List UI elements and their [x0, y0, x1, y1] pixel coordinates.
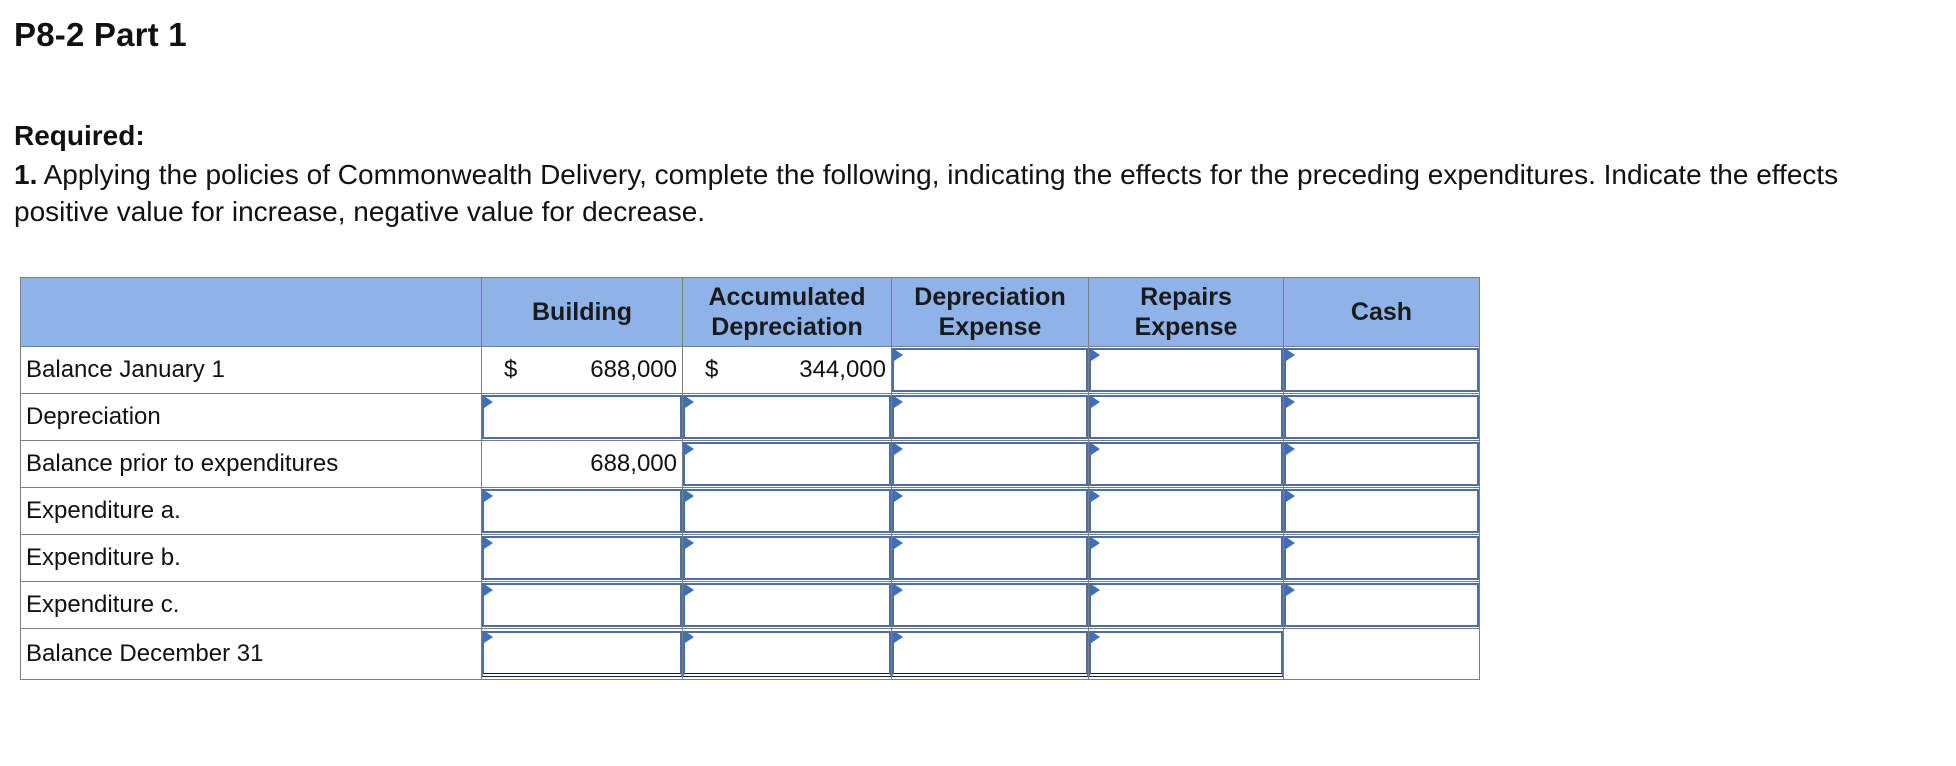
balance-jan1-dep-expense-input[interactable] — [892, 348, 1088, 392]
row-label: Expenditure c. — [21, 582, 482, 629]
instructions — [14, 156, 1914, 230]
expenditure-b-dep-expense-input[interactable] — [892, 536, 1088, 580]
balance-dec31-building-input[interactable] — [482, 631, 682, 677]
header-depreciation-expense — [892, 278, 1089, 347]
balance-dec31-accum-input[interactable] — [683, 631, 891, 677]
row-label: Expenditure b. — [21, 535, 482, 582]
header-repairs-line1: Repairs — [1140, 283, 1232, 311]
row-depreciation — [21, 394, 1480, 441]
expenditure-a-repairs-input[interactable] — [1089, 489, 1283, 533]
balance-jan1-repairs-input[interactable] — [1089, 348, 1283, 392]
row-expenditure-b — [21, 535, 1480, 582]
row-label: Depreciation — [21, 394, 482, 441]
instruction-text: Applying the policies of Commonwealth Delivery, complete the following, indicating the effects for the preceding expenditures. Indicate the effects positive value for increase, negative value for decrease. — [14, 159, 1839, 227]
row-expenditure-c — [21, 582, 1480, 629]
currency-symbol: $ — [504, 356, 518, 383]
expenditure-b-repairs-input[interactable] — [1089, 536, 1283, 580]
header-building: Building — [482, 278, 683, 347]
row-label: Expenditure a. — [21, 488, 482, 535]
header-repairs-expense — [1089, 278, 1284, 347]
balance-prior-cash-input[interactable] — [1284, 442, 1479, 486]
balance-prior-accum-input[interactable] — [683, 442, 891, 486]
row-expenditure-a — [21, 488, 1480, 535]
building-balance-value: 688,000 — [590, 356, 677, 383]
balance-dec31-repairs-input[interactable] — [1089, 631, 1283, 677]
expenditure-c-cash-input[interactable] — [1284, 583, 1479, 627]
building-prior-cell — [482, 441, 683, 488]
expenditure-b-accum-input[interactable] — [683, 536, 891, 580]
row-label: Balance January 1 — [21, 347, 482, 394]
building-prior-value: 688,000 — [590, 450, 677, 477]
currency-symbol: $ — [705, 356, 719, 383]
expenditure-a-building-input[interactable] — [482, 489, 682, 533]
row-balance-december-31 — [21, 629, 1480, 680]
row-label: Balance December 31 — [21, 629, 482, 680]
expenditure-c-building-input[interactable] — [482, 583, 682, 627]
depreciation-repairs-input[interactable] — [1089, 395, 1283, 439]
expenditure-a-dep-expense-input[interactable] — [892, 489, 1088, 533]
row-balance-january-1 — [21, 347, 1480, 394]
accum-dep-balance-value: 344,000 — [799, 356, 886, 383]
accum-dep-balance-cell — [683, 347, 892, 394]
header-dep-exp-line2: Expense — [938, 313, 1042, 341]
balance-dec31-cash-empty-cell — [1284, 629, 1480, 680]
header-cash: Cash — [1284, 278, 1480, 347]
expenditure-b-cash-input[interactable] — [1284, 536, 1479, 580]
expenditure-a-cash-input[interactable] — [1284, 489, 1479, 533]
balance-dec31-dep-expense-input[interactable] — [892, 631, 1088, 677]
expenditure-c-repairs-input[interactable] — [1089, 583, 1283, 627]
page-title: P8-2 Part 1 — [14, 16, 187, 53]
depreciation-accum-input[interactable] — [683, 395, 891, 439]
balance-prior-dep-expense-input[interactable] — [892, 442, 1088, 486]
depreciation-building-input[interactable] — [482, 395, 682, 439]
expenditure-c-accum-input[interactable] — [683, 583, 891, 627]
expenditure-a-accum-input[interactable] — [683, 489, 891, 533]
header-dep-exp-line1: Depreciation — [914, 283, 1066, 311]
building-balance-cell — [482, 347, 683, 394]
depreciation-dep-expense-input[interactable] — [892, 395, 1088, 439]
header-blank — [21, 278, 482, 347]
header-repairs-line2: Expense — [1134, 313, 1238, 341]
required-label: Required: — [14, 120, 145, 151]
expenditure-b-building-input[interactable] — [482, 536, 682, 580]
row-label: Balance prior to expenditures — [21, 441, 482, 488]
expenditure-c-dep-expense-input[interactable] — [892, 583, 1088, 627]
balance-prior-repairs-input[interactable] — [1089, 442, 1283, 486]
header-accumulated-depreciation — [683, 278, 892, 347]
header-accum-line1: Accumulated — [708, 283, 866, 311]
row-balance-prior — [21, 441, 1480, 488]
header-accum-line2: Depreciation — [711, 313, 863, 341]
depreciation-cash-input[interactable] — [1284, 395, 1479, 439]
header-row — [21, 278, 1480, 347]
instruction-number: 1. — [14, 159, 38, 190]
balance-jan1-cash-input[interactable] — [1284, 348, 1479, 392]
effects-table — [20, 277, 1480, 680]
